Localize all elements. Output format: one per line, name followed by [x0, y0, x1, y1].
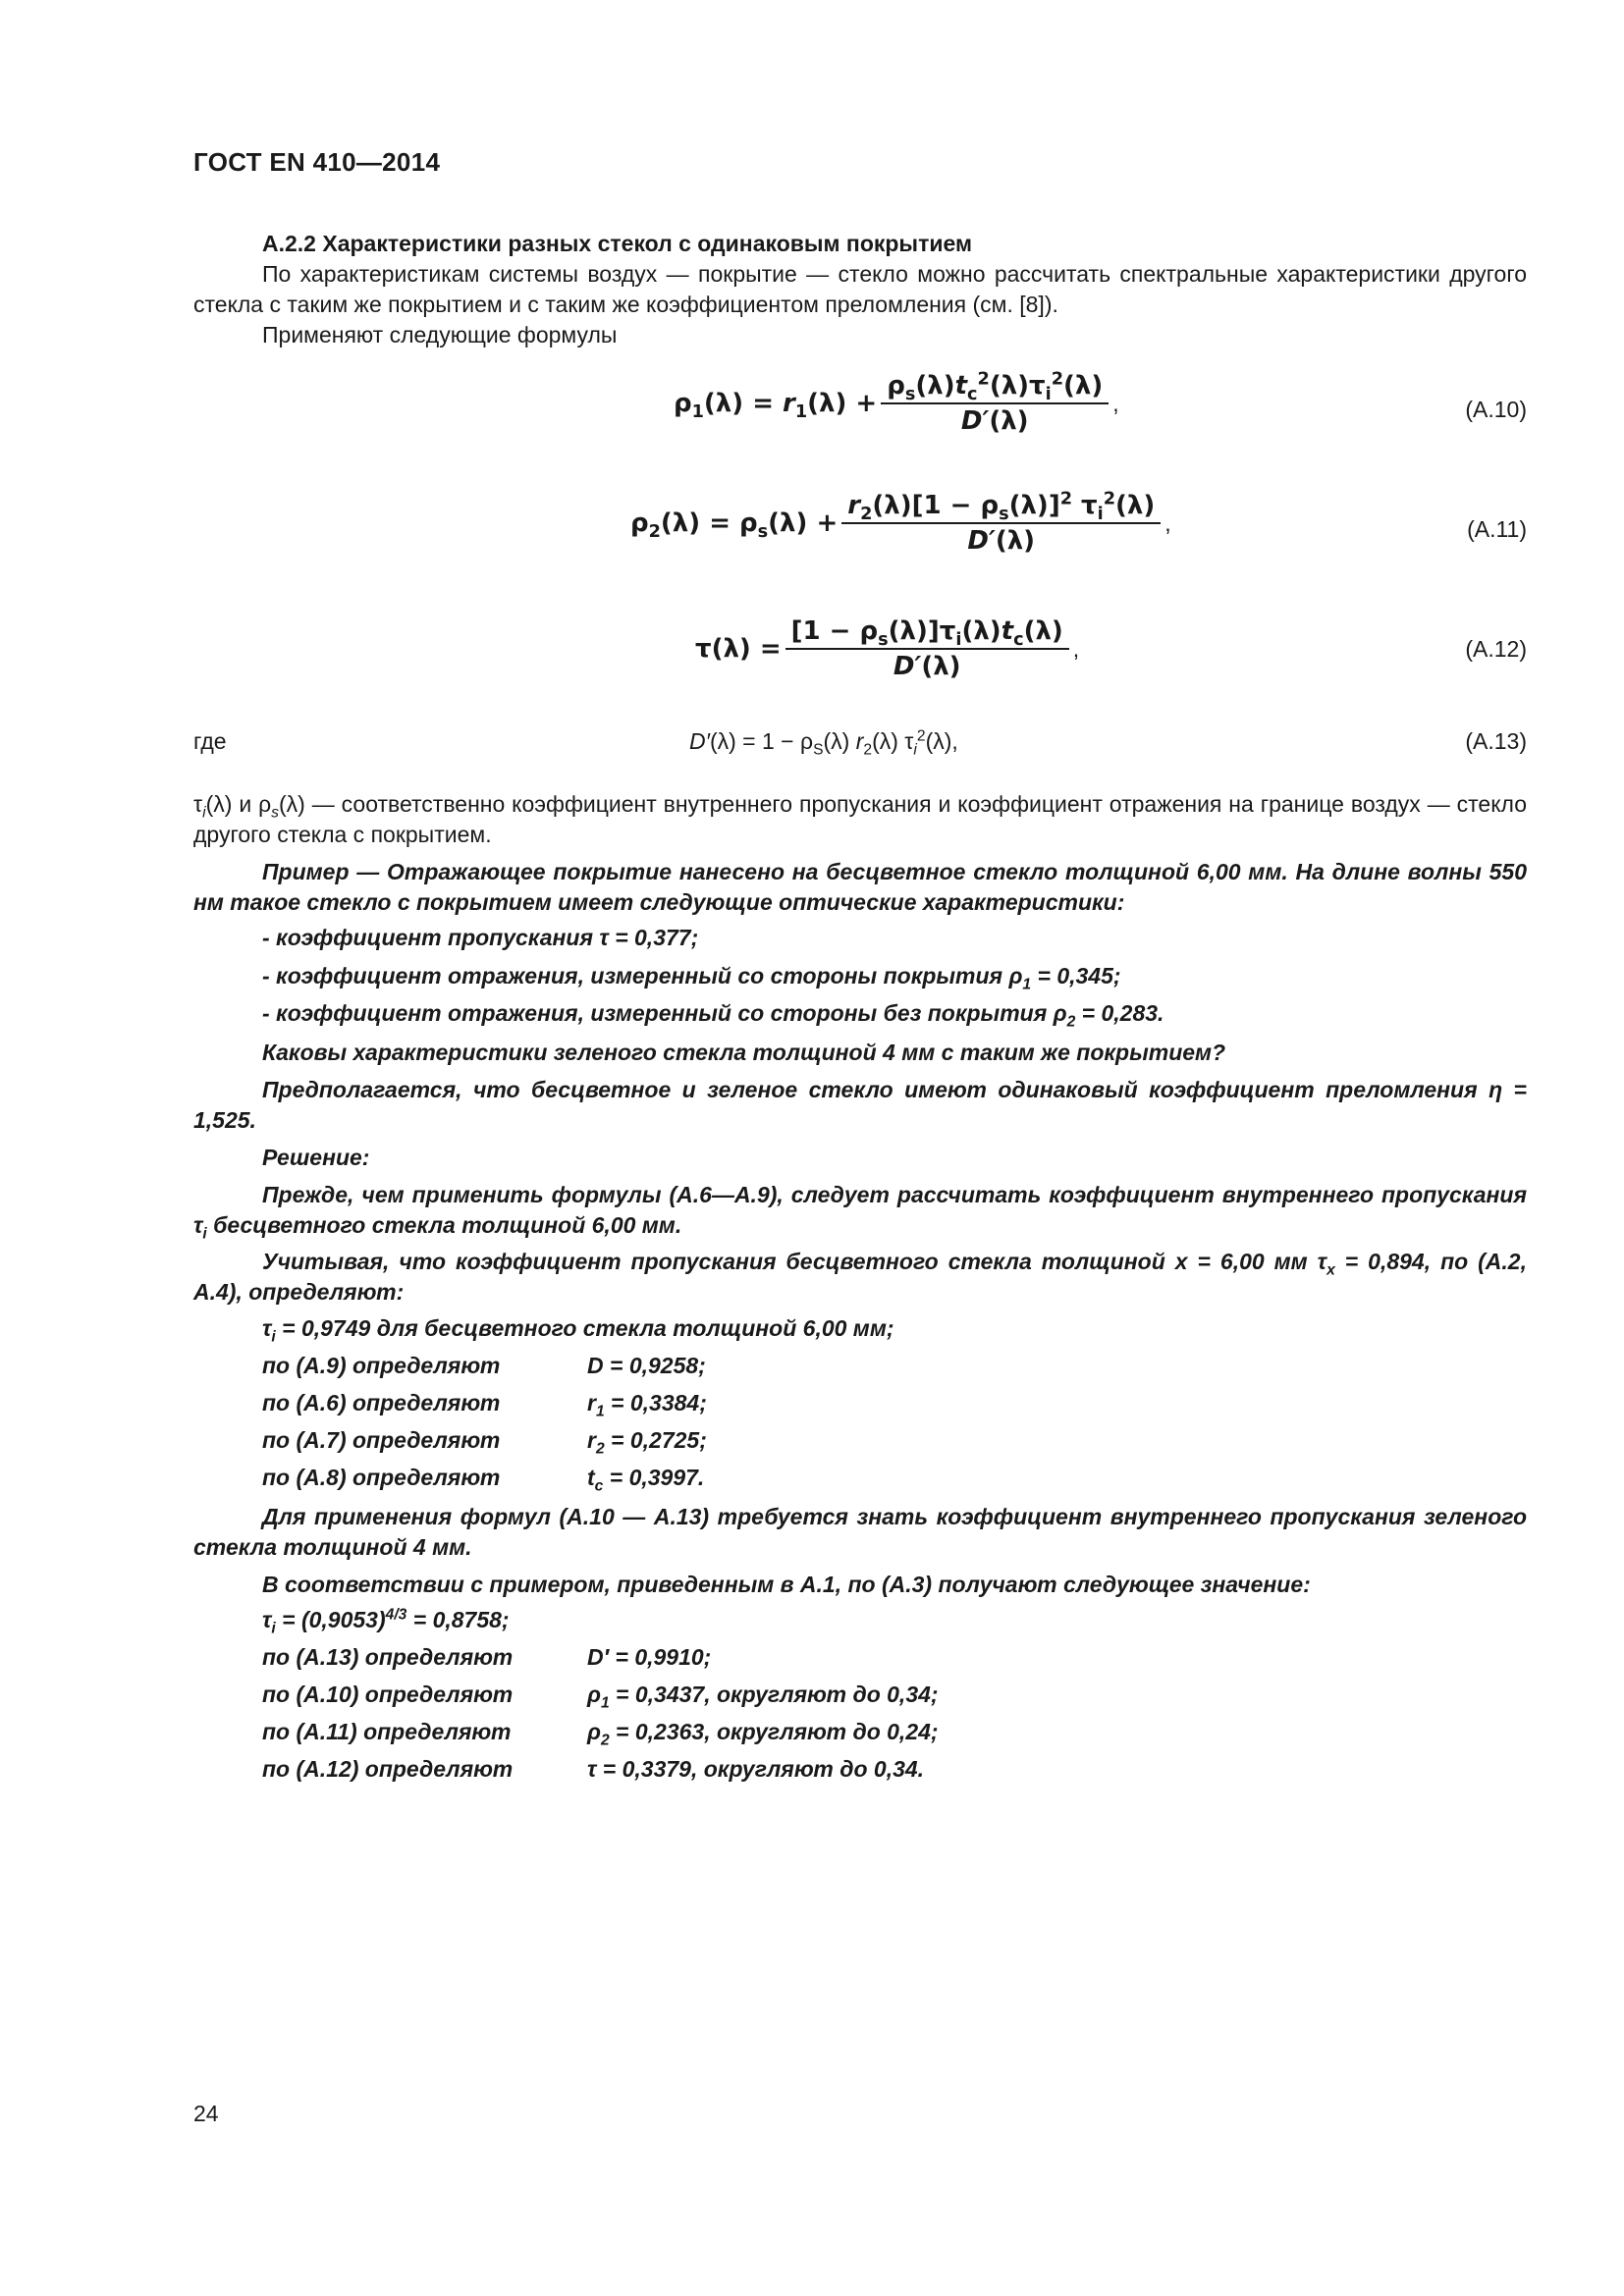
- ti-green-value: $\tau_i = (0,9053)^{4/3} = 0,8758$;: [262, 1606, 510, 1637]
- formula-number-a12: (А.12): [1465, 636, 1527, 662]
- example-assumption: Предполагается, что бесцветное и зеленое стекло имеют одинаковый коэффициент преломления η = 1,525.: [193, 1077, 1527, 1133]
- result-row: по (А.6) определяют $r_1 = 0,3384$;: [262, 1390, 707, 1420]
- document-header: ГОСТ EN 410—2014: [193, 147, 441, 177]
- result-row: по (А.10) определяют $\rho_1 = 0,3437$, округляют до 0,34;: [262, 1682, 939, 1712]
- result-row: по (А.8) определяют $t_c = 0,3997$.: [262, 1465, 705, 1495]
- result-row: по (А.9) определяют D = 0,9258;: [262, 1353, 706, 1378]
- formula-a10: $\rho_1(\lambda) = r_1(\lambda)$ + $\frac{\rho_s(\lambda)t_c^2(\lambda)\tau_i^2(\lambda)}{D'(\lambda)}$ ,: [674, 369, 1119, 436]
- example-item-reflectance-coated: - коэффициент отражения, измеренный со стороны покрытия $\rho_1 = 0,345$;: [262, 963, 1121, 993]
- formula-a13: $D'(\lambda) = 1 - \rho_S(\lambda)$ $r_2(\lambda)$ $\tau_i^2(\lambda)$,: [689, 727, 958, 759]
- definition-text: — соответственно коэффициент внутреннего пропускания и коэффициент отражения на границе воздух — стекло другого стекла с покрытием.: [193, 791, 1528, 847]
- example-item-transmittance: - коэффициент пропускания τ = 0,377;: [262, 925, 699, 950]
- solution-step-1: Прежде, чем применить формулы (А.6—А.9), следует рассчитать коэффициент внутреннего пропускания $\tau_i$ бесцветного стекла толщиной 6,00 мм.: [193, 1182, 1527, 1243]
- solution-step-2: Учитывая, что коэффициент пропускания бесцветного стекла толщиной x = 6,00 мм $\tau_x = 0,894$, по (А.2, А.4), определяют:: [193, 1249, 1527, 1305]
- formulas-intro: Применяют следующие формулы: [262, 322, 618, 347]
- section-title: А.2.2 Характеристики разных стекол с одинаковым покрытием: [262, 231, 972, 256]
- solution-label: Решение:: [262, 1145, 370, 1170]
- example-intro: Пример — Отражающее покрытие нанесено на бесцветное стекло толщиной 6,00 мм. На длине волны 550 нм такое стекло с покрытием имеет следующие оптические характеристики:: [193, 859, 1527, 915]
- formula-number-a10: (А.10): [1465, 397, 1527, 422]
- tau-i-symbol: $\tau_i(\lambda)$ и $\rho_s(\lambda)$: [193, 791, 305, 822]
- result-row: по (А.7) определяют $r_2 = 0,2725$;: [262, 1427, 707, 1458]
- formula-number-a13: (А.13): [1465, 728, 1527, 754]
- page-number: 24: [193, 2101, 219, 2126]
- result-row: по (А.12) определяют τ = 0,3379, округляют до 0,34.: [262, 1756, 925, 1782]
- per-example-text: В соответствии с примером, приведенным в А.1, по (А.3) получают следующее значение:: [262, 1572, 1311, 1597]
- where-label: где: [193, 728, 227, 754]
- example-question: Каковы характеристики зеленого стекла толщиной 4 мм с таким же покрытием?: [262, 1040, 1226, 1065]
- intro-paragraph: По характеристикам системы воздух — покрытие — стекло можно рассчитать спектральные характеристики другого стекла с таким же покрытием и с таким же коэффициентом преломления (см. [8]).: [193, 261, 1527, 317]
- green-glass-need: Для применения формул (А.10 — А.13) требуется знать коэффициент внутреннего пропускания зеленого стекла толщиной 4 мм.: [193, 1504, 1527, 1560]
- formula-a11: $\rho_2(\lambda) = \rho_s(\lambda)$ + $\frac{r_2(\lambda)[1 - \rho_s(\lambda)]^2 \tau_i^2(\lambda)}{D'(\lambda)}$ ,: [630, 489, 1171, 556]
- result-row: по (А.13) определяют D′ = 0,9910;: [262, 1644, 712, 1670]
- result-row: по (А.11) определяют $\rho_2 = 0,2363$, округляют до 0,24;: [262, 1719, 939, 1749]
- symbols-definition: [193, 789, 1527, 850]
- ti-colorless-value: $\tau_i = 0,9749$ для бесцветного стекла толщиной 6,00 мм;: [262, 1315, 894, 1346]
- example-item-reflectance-uncoated: - коэффициент отражения, измеренный со стороны без покрытия $\rho_2 = 0,283$.: [262, 1000, 1164, 1031]
- formula-a12: τ(λ) = $\frac{[1 - \rho_s(\lambda)]\tau_i(\lambda)t_c(\lambda)}{D'(\lambda)}$ ,: [695, 616, 1080, 681]
- formula-number-a11: (А.11): [1467, 516, 1527, 542]
